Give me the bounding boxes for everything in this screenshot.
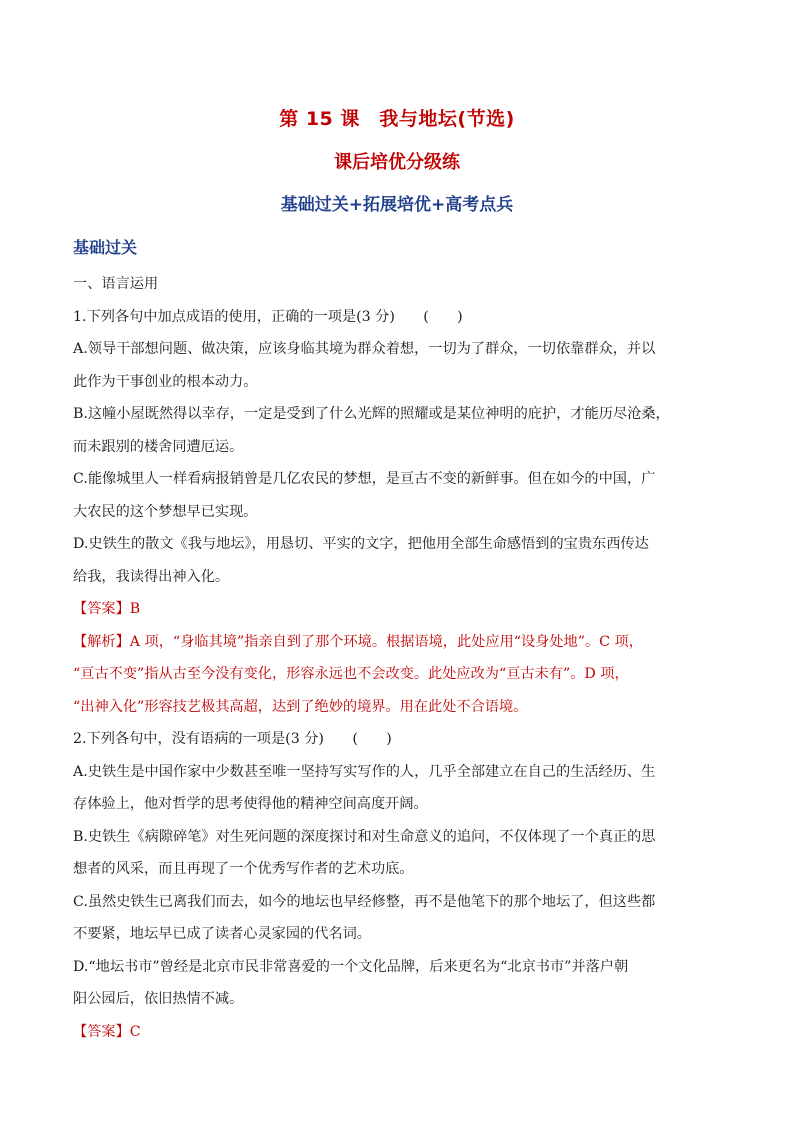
- q1-option-b-line1: B.这幢小屋既然得以幸存，一定是受到了什么光辉的照耀或是某位神明的庇护，才能历尽沧桑，: [73, 406, 670, 422]
- q1-option-c-line1: C.能像城里人一样看病报销曾是几亿农民的梦想，是亘古不变的新鲜事。但在如今的中国，广: [73, 471, 656, 487]
- q1-analysis-line2: “亘古不变”指从古至今没有变化，形容永远也不会改变。此处应改为“亘古未有”。D 项，: [73, 666, 629, 682]
- lesson-tagline: 基础过关+拓展培优+高考点兵: [280, 195, 514, 215]
- q2-option-d-line1: D.“地坛书市”曾经是北京市民非常喜爱的一个文化品牌，后来更名为“北京书市”并落户朝: [73, 958, 629, 975]
- q1-answer: [73, 593, 723, 626]
- part-heading: 一、语言运用: [73, 276, 159, 292]
- q1-option-a-line2: 此作为干事创业的根本动力。: [73, 373, 258, 390]
- lesson-subtitle: 课后培优分级练: [334, 152, 460, 173]
- q1-option-a-line1: A.领导干部想问题、做决策，应该身临其境为群众着想，一切为了群众，一切依靠群众，并以: [73, 341, 656, 357]
- answer-value: C: [129, 1023, 141, 1040]
- q1-analysis-line1: [73, 626, 723, 659]
- analysis-text: A 项，“身临其境”指亲自到了那个环境。根据语境，此处应用“设身处地”。C 项，: [129, 633, 643, 650]
- q2-answer: [73, 1016, 723, 1049]
- q2-option-c-line2: 不要紧，地坛早已成了读者心灵家园的代名词。: [73, 926, 371, 942]
- answer-value: B: [129, 601, 141, 617]
- q2-option-c-line1: C.虽然史铁生已离我们而去，如今的地坛也早经修整，再不是他笔下的那个地坛了，但这些都: [73, 893, 656, 910]
- q1-option-d-line2: 给我，我读得出神入化。: [73, 568, 230, 585]
- analysis-label: 【解析】: [73, 633, 130, 650]
- lesson-title: 第 15 课 我与地坛(节选): [279, 108, 515, 130]
- answer-label: 【答案】: [73, 601, 130, 617]
- q2-option-b-line1: B.史铁生《病隙碎笔》对生死问题的深度探讨和对生命意义的追问，不仅体现了一个真正的思: [73, 828, 656, 845]
- question-body: [73, 268, 723, 1048]
- q2-option-a-line1: A.史铁生是中国作家中少数甚至唯一坚持写实写作的人，几乎全部建立在自己的生活经历、生: [73, 763, 656, 780]
- q2-stem: 2.下列各句中，没有语病的一项是(3 分) ( ): [73, 731, 392, 747]
- q1-analysis-line3: “出神入化”形容技艺极其高超，达到了绝妙的境界。用在此处不合语境。: [73, 698, 528, 715]
- q1-stem: 1.下列各句中加点成语的使用，正确的一项是(3 分) ( ): [73, 308, 463, 325]
- q1-option-c-line2: 大农民的这个梦想早已实现。: [73, 503, 258, 520]
- section-heading: 基础过关: [73, 238, 138, 257]
- q2-option-d-line2: 阳公园后，依旧热情不减。: [73, 991, 244, 1007]
- answer-label: 【答案】: [73, 1023, 130, 1040]
- q1-option-d-line1: D.史铁生的散文《我与地坛》，用恳切、平实的文字，把他用全部生命感悟到的宝贵东西传达: [73, 536, 649, 552]
- q2-option-a-line2: 存体验上，他对哲学的思考使得他的精神空间高度开阔。: [73, 796, 428, 812]
- q1-option-b-line2: 而未跟别的楼舍同遭厄运。: [73, 438, 244, 455]
- q2-option-b-line2: 想者的风采，而且再现了一个优秀写作者的艺术功底。: [73, 861, 414, 877]
